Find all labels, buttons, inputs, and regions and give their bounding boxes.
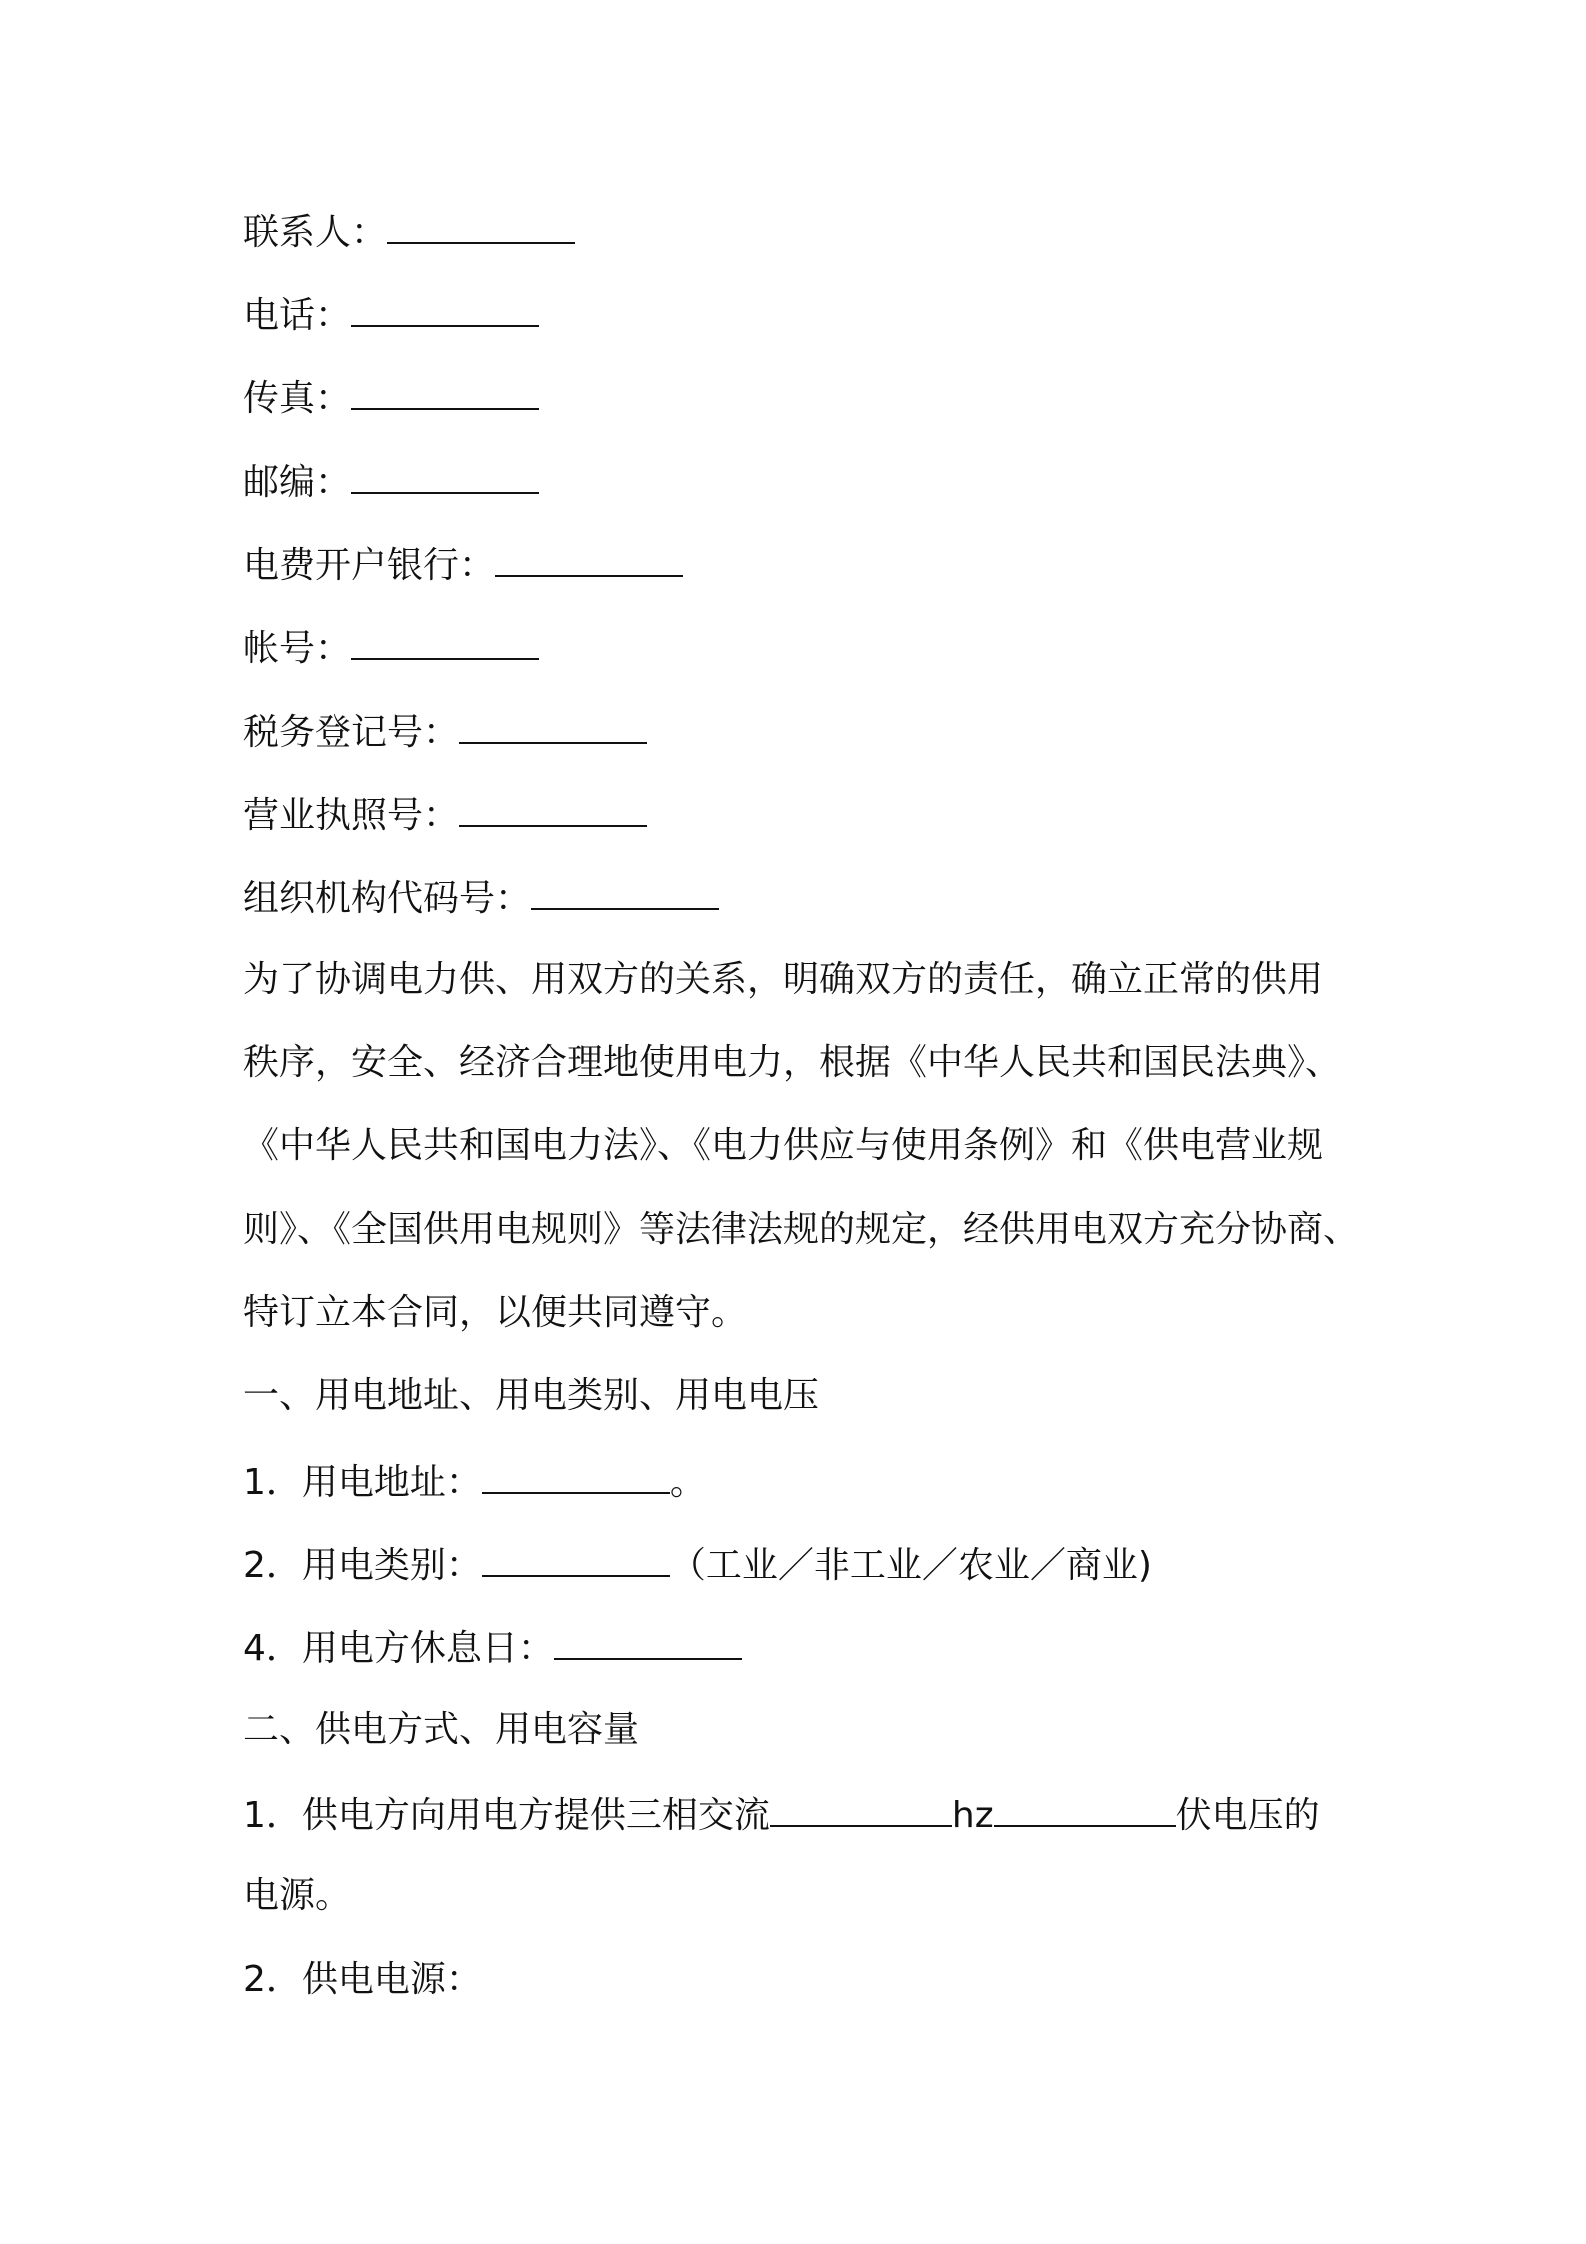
field-license-number: [243, 791, 647, 838]
item-unit: hz: [951, 1795, 994, 1836]
field-label: 传真：: [243, 378, 352, 419]
intro-line: 为了协调电力供、用双方的关系，明确双方的责任，确立正常的供用: [243, 959, 1324, 1000]
item-category: [243, 1541, 1152, 1588]
field-contact: [243, 208, 575, 255]
item-label: 1．供电方向用电方提供三相交流: [243, 1795, 770, 1836]
intro-line: 则》、《全国供用电规则》等法律法规的规定，经供用电双方充分协商、: [243, 1209, 1360, 1250]
field-label: 电费开户银行：: [243, 545, 496, 586]
item-supply: [243, 1791, 1320, 1838]
field-account: [243, 624, 539, 671]
item-address: [243, 1458, 706, 1505]
field-label: 邮编：: [243, 462, 352, 503]
item-supply-cont: 电源。: [243, 1875, 352, 1916]
intro-line: 《中华人民共和国电力法》、《电力供应与使用条例》和《供电营业规: [243, 1125, 1324, 1166]
section-heading: 二、供电方式、用电容量: [243, 1709, 640, 1750]
fill-blank[interactable]: [351, 624, 539, 660]
fill-blank[interactable]: [351, 291, 539, 327]
item-suffix: （工业／非工业／农业／商业): [669, 1545, 1152, 1586]
field-org-code: [243, 874, 719, 921]
field-fax: [243, 374, 539, 421]
field-label: 帐号：: [243, 628, 352, 669]
item-label: 1．用电地址：: [243, 1462, 482, 1503]
field-postcode: [243, 458, 539, 505]
intro-line: 秩序，安全、经济合理地使用电力，根据《中华人民共和国民法典》、: [243, 1042, 1342, 1083]
fill-blank[interactable]: [482, 1458, 670, 1494]
fill-blank[interactable]: [351, 458, 539, 494]
field-label: 营业执照号：: [243, 795, 460, 836]
field-label: 税务登记号：: [243, 712, 460, 753]
item-suffix: 。: [669, 1462, 706, 1503]
field-tax-number: [243, 708, 647, 755]
fill-blank[interactable]: [495, 541, 683, 577]
item-label: 4．用电方休息日：: [243, 1628, 554, 1669]
fill-blank[interactable]: [351, 374, 539, 410]
fill-blank[interactable]: [770, 1791, 952, 1827]
item-rest-day: [243, 1624, 742, 1671]
fill-blank[interactable]: [531, 874, 719, 910]
item-label: 2．用电类别：: [243, 1545, 482, 1586]
fill-blank[interactable]: [554, 1624, 742, 1660]
field-bank: [243, 541, 683, 588]
intro-line: 特订立本合同，以便共同遵守。: [243, 1292, 748, 1333]
item-suffix: 伏电压的: [1175, 1795, 1320, 1836]
field-phone: [243, 291, 539, 338]
field-label: 电话：: [243, 295, 352, 336]
fill-blank[interactable]: [994, 1791, 1176, 1827]
fill-blank[interactable]: [459, 708, 647, 744]
item-power-source: 2．供电电源：: [243, 1959, 482, 2000]
field-label: 联系人：: [243, 212, 388, 253]
fill-blank[interactable]: [387, 208, 575, 244]
fill-blank[interactable]: [482, 1541, 670, 1577]
fill-blank[interactable]: [459, 791, 647, 827]
section-heading: 一、用电地址、用电类别、用电电压: [243, 1375, 820, 1416]
field-label: 组织机构代码号：: [243, 878, 532, 919]
